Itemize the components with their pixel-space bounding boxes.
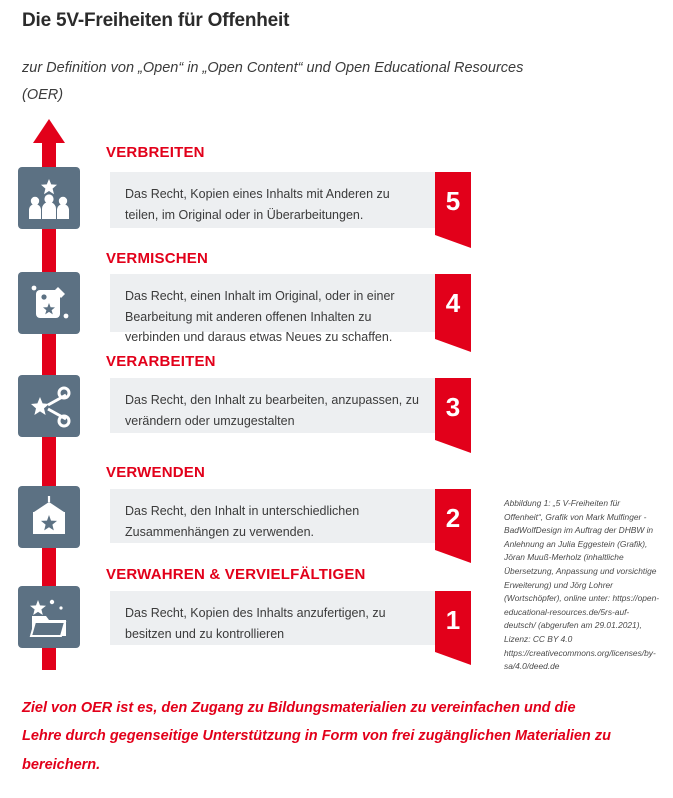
row-number-value: 5 bbox=[445, 186, 461, 216]
row-description: Das Recht, Kopien eines Inhalts mit Anderen zu teilen, im Original oder in Überarbeitungen. bbox=[110, 172, 435, 228]
row-description: Das Recht, den Inhalt zu bearbeiten, anzupassen, zu verändern oder umzugestalten bbox=[110, 378, 435, 433]
row-number-value: 4 bbox=[445, 288, 461, 318]
row-number bbox=[435, 172, 471, 228]
row-number-value: 2 bbox=[445, 503, 461, 533]
page-title: Die 5V-Freiheiten für Offenheit bbox=[22, 10, 290, 31]
row-number bbox=[435, 274, 471, 332]
row-number bbox=[435, 591, 471, 645]
remix-tag-icon bbox=[18, 272, 80, 334]
page-subtitle: zur Definition von „Open“ in „Open Content“ und Open Educational Resources (OER) bbox=[22, 60, 524, 103]
row-heading: VERBREITEN bbox=[106, 144, 205, 161]
ribbon-tail bbox=[435, 433, 471, 453]
row-heading: VERARBEITEN bbox=[106, 353, 216, 370]
row-heading: VERMISCHEN bbox=[106, 250, 209, 267]
row-number-value: 1 bbox=[445, 605, 461, 635]
row-number bbox=[435, 489, 471, 543]
figure-caption: Abbildung 1: „5 V-Freiheiten für Offenheit“, Grafik von Mark Mulfinger - BadWolfDesign im Auftrag der DHBW in Anlehnung an Julia Eggestein (Grafik), Jöran Muuß-Merholz (inhaltliche Übersetzung, Anpassung und vorsichtige Erweiterung) und Jörg Lohrer (Wortschöpfer), online unter: https://open-educational-resources.de/5rs-auf-deutsch/ (abgerufen am 29.01.2021), Lizenz: CC BY 4.0 https://creativecommons.org/licenses/by-sa/4.0/deed.de bbox=[504, 498, 660, 672]
row-number bbox=[435, 378, 471, 433]
scissors-edit-icon bbox=[18, 375, 80, 437]
row-description: Das Recht, den Inhalt in unterschiedlichen Zusammenhängen zu verwenden. bbox=[110, 489, 435, 543]
folder-copy-icon bbox=[18, 586, 80, 648]
share-people-icon bbox=[18, 167, 80, 229]
row-description: Das Recht, Kopien des Inhalts anzufertigen, zu besitzen und zu kontrollieren bbox=[110, 591, 435, 645]
frame-use-icon bbox=[18, 486, 80, 548]
row-heading: VERWENDEN bbox=[106, 464, 206, 481]
ribbon-tail bbox=[435, 543, 471, 563]
row-number-value: 3 bbox=[445, 392, 461, 422]
row-description: Das Recht, einen Inhalt im Original, oder in einer Bearbeitung mit anderen offenen Inhalten zu verbinden und daraus etwas Neues zu schaffen. bbox=[110, 274, 435, 332]
ribbon-tail bbox=[435, 645, 471, 665]
row-heading: VERWAHREN & VERVIELFÄLTIGEN bbox=[106, 566, 366, 583]
ribbon-tail bbox=[435, 332, 471, 352]
footer-statement: Ziel von OER ist es, den Zugang zu Bildungsmaterialien zu vereinfachen und die Lehre durch gegenseitige Unterstützung in Form von frei zugänglichen Materialien zu bereichern. bbox=[22, 700, 611, 773]
ribbon-tail bbox=[435, 228, 471, 248]
